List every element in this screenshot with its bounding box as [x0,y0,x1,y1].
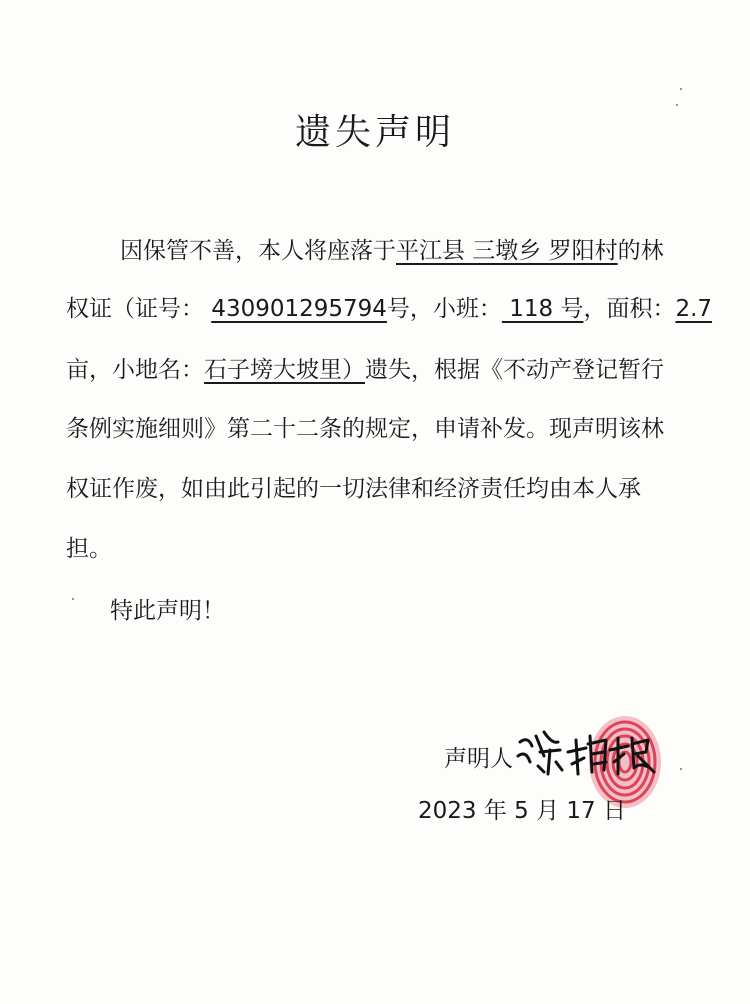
handwritten-signature [514,722,664,782]
text-segment: 权证（证号： [66,296,212,322]
text-segment: 遗失，根据《不动产登记暂行 [365,357,664,383]
body-line-3 [66,351,664,384]
text-segment: 亩，小地名： [66,357,204,383]
certificate-number: 430901295794 [211,296,387,322]
speck [680,88,682,90]
speck [680,768,682,770]
text-segment: ，面积： [583,296,676,322]
area-value: 2.7 [675,296,713,322]
closing-remark: 特此声明！ [110,598,225,624]
speck [676,104,678,106]
body-line-4: 条例实施细则》第二十二条的规定，申请补发。现声明该林 [66,416,664,442]
body-line-1 [120,232,664,265]
text-segment: 因保管不善，本人将座落于 [120,238,396,264]
text-segment: 的林 [617,238,664,264]
body-line-5: 权证作废，如由此引起的一切法律和经济责任均由本人承 [66,476,641,502]
place-name: 石子塝大坡里） [204,357,365,383]
body-line-6: 担。 [66,536,112,562]
declarant-label: 声明人 [444,746,513,772]
speck [72,598,74,600]
parcel-number: 118 号 [501,296,584,322]
document-title: 遗失声明 [294,112,455,153]
location-underlined: 平江县 三墩乡 罗阳村 [396,238,618,264]
body-line-2 [66,290,712,323]
date-line: 2023 年 5 月 17 日 [418,798,626,824]
text-segment: 号，小班： [386,296,502,322]
